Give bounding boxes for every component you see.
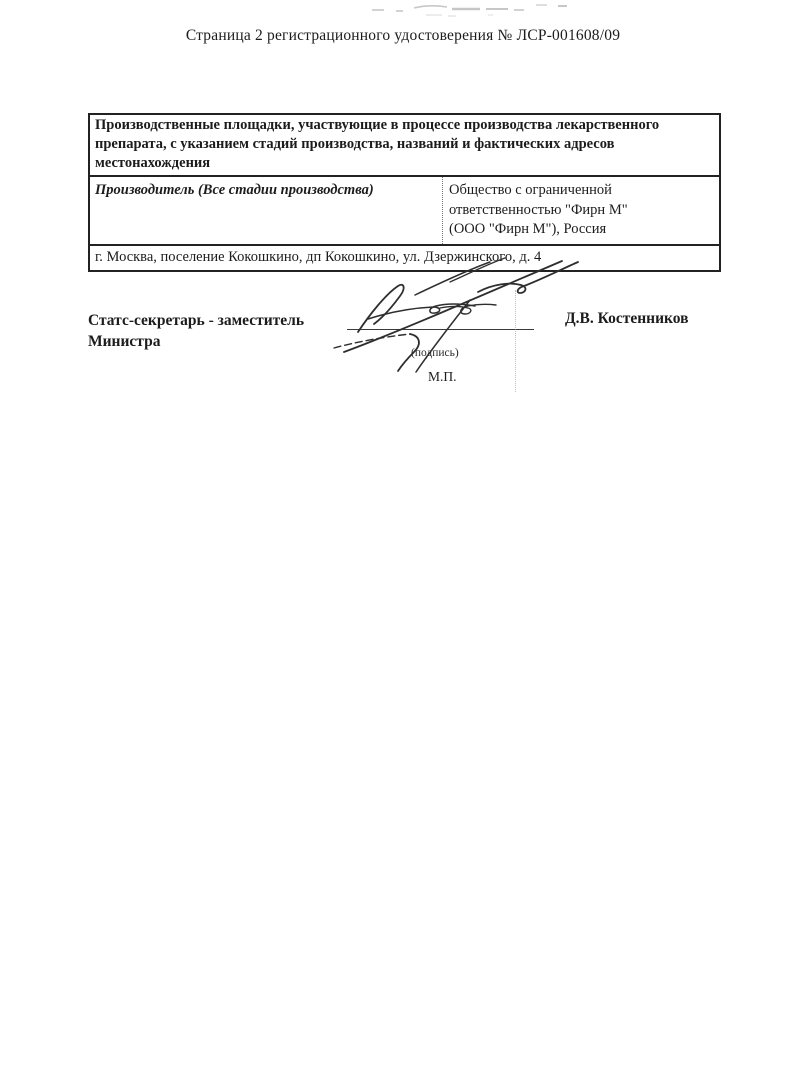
page-title: Страница 2 регистрационного удостоверения № ЛСР-001608/09 xyxy=(185,27,621,44)
organization-line: (ООО "Фирн М"), Россия xyxy=(449,221,607,237)
signatory-position-label xyxy=(88,310,348,352)
scan-smudge-artifact xyxy=(368,1,588,19)
production-sites-table xyxy=(88,113,721,272)
table-header-line: Производственные площадки, участвующие в процессе производства лекарственного xyxy=(95,117,660,133)
table-row xyxy=(90,177,719,246)
signature-line xyxy=(347,329,534,330)
organization-line: ответственностью "Фирн М" xyxy=(449,201,628,218)
table-header-cell xyxy=(90,115,719,177)
producer-role-cell: Производитель (Все стадии производства) xyxy=(95,182,374,198)
scan-dot-artifact xyxy=(515,290,516,392)
signature-caption: (подпись) xyxy=(411,347,459,359)
signatory-position-line: Министра xyxy=(88,333,161,350)
seal-placeholder-label: М.П. xyxy=(428,369,457,384)
table-header-line: препарата, с указанием стадий производства, названий и фактических адресов xyxy=(95,136,615,152)
producer-address-cell: г. Москва, поселение Кокошкино, дп Кокошкино, ул. Дзержинского, д. 4 xyxy=(95,248,542,265)
organization-line: Общество с ограниченной xyxy=(449,182,612,198)
producer-organization-cell xyxy=(442,177,719,244)
table-header-line: местонахождения xyxy=(95,155,211,171)
signatory-position-line: Статс-секретарь - заместитель xyxy=(88,312,305,329)
signatory-name: Д.В. Костенников xyxy=(565,310,689,327)
